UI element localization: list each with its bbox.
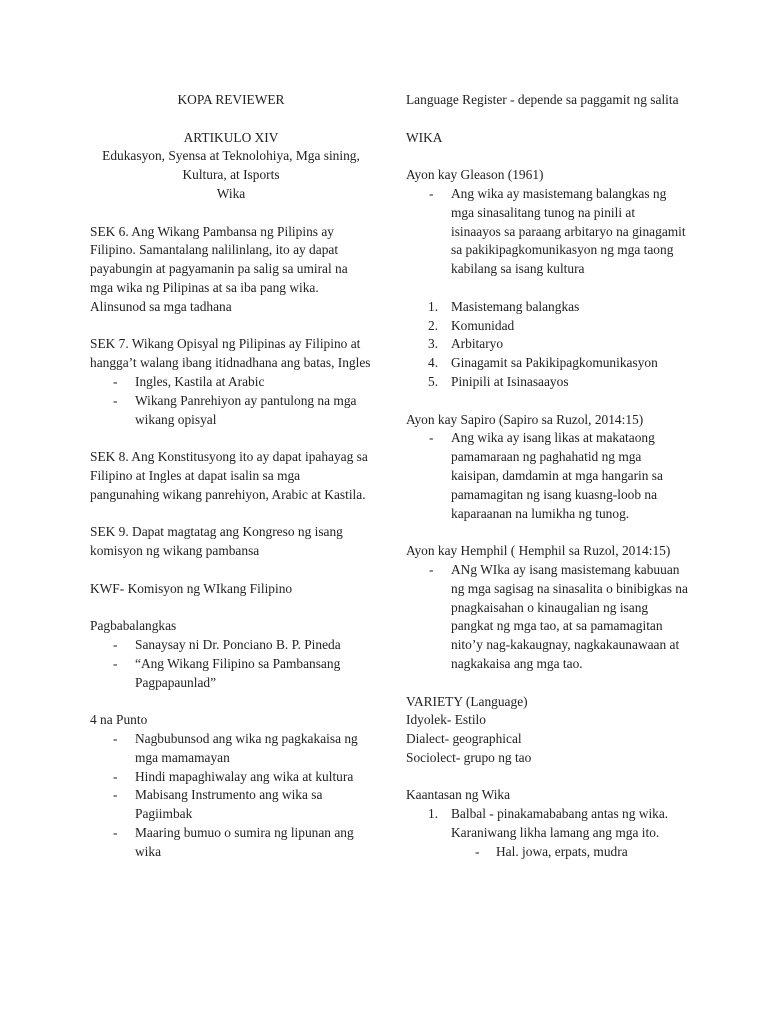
numbered-item: 1. Balbal - pinakamababang antas ng wika. Karaniwang likha lamang ang mga ito. bbox=[428, 806, 669, 841]
list-item: - Hindi mapaghiwalay ang wika at kultura bbox=[113, 768, 354, 784]
document-title: KOPA REVIEWER bbox=[177, 92, 285, 107]
list-item: - “Ang Wikang Filipino sa Pambansang Pagpapaunlad” bbox=[113, 655, 341, 690]
list-item-text: Ingles, Kastila at Arabic bbox=[135, 373, 265, 389]
variety-sociolect: Sociolect- grupo ng tao bbox=[406, 749, 532, 765]
numbered-item: 1. Masistemang balangkas bbox=[428, 298, 580, 314]
list-item: - Mabisang Instrumento ang wika sa Pagiimbak bbox=[113, 787, 323, 822]
numbered-item-text: Balbal - pinakamababang antas ng wika. Karaniwang likha lamang ang mga ito. bbox=[451, 806, 669, 841]
list-item: - Sanaysay ni Dr. Ponciano B. P. Pineda bbox=[113, 637, 341, 653]
artikulo-subtitle-wika: Wika bbox=[216, 185, 246, 201]
numbered-item: 5. Pinipili at Isinasaayos bbox=[428, 373, 569, 389]
variety-idyolek: Idyolek- Estilo bbox=[406, 712, 486, 728]
list-item: - Ingles, Kastila at Arabic bbox=[113, 373, 265, 389]
hemphil-heading: Ayon kay Hemphil ( Hemphil sa Ruzol, 2014:15) bbox=[406, 543, 671, 559]
list-item-text: Mabisang Instrumento ang wika sa Pagiimbak bbox=[135, 787, 323, 822]
list-item: - Nagbubunsod ang wika ng pagkakaisa ng mga mamamayan bbox=[113, 731, 358, 765]
left-column bbox=[90, 91, 372, 862]
list-item-text: Hindi mapaghiwalay ang wika at kultura bbox=[135, 768, 354, 784]
list-item-text: Ang wika ay isang likas at makataong pamamaraan ng paghahatid ng mga kaisipan, damdamin at mga hangarin sa pamamagitan ng isang kuasng-loob na kaparaanan na lumikha ng tunog. bbox=[451, 430, 663, 521]
kaantasan-heading: Kaantasan ng Wika bbox=[406, 787, 511, 803]
list-item: - Wikang Panrehiyon ay pantulong na mga wikang opisyal bbox=[113, 392, 357, 427]
right-column bbox=[406, 91, 688, 862]
kwf-line: KWF- Komisyon ng WIkang Filipino bbox=[90, 580, 293, 596]
artikulo-subtitle: Edukasyon, Syensa at Teknolohiya, Mga sining, Kultura, at Isports bbox=[102, 148, 360, 183]
sek7-paragraph: SEK 7. Wikang Opisyal ng Pilipinas ay Filipino at hangga’t walang ibang itidnadhana ang batas, Ingles bbox=[90, 336, 371, 371]
list-item: - Ang wika ay isang likas at makataong pamamaraan ng paghahatid ng mga kaisipan, damdamin at mga hangarin sa pamamagitan ng isang kuasng-loob na kaparaanan na lumikha ng tunog. bbox=[429, 430, 663, 521]
list-item-text: Ang wika ay masistemang balangkas ng mga sinasalitang tunog na pinili at isinaayos sa paraang arbitaryo na ginagamit sa pakikipagkomunikasyon ng mga taong kabilang sa isang kultura bbox=[451, 185, 686, 277]
list-item: - ANg WIka ay isang masistemang kabuuan ng mga sagisag na sinasalita o binibigkas na pnagkaisahan o kinaugalian ng isang pangkat ng mga tao, at sa pamamagitan nito’y nag-kakaugnay, nagkakaunawaan at nagkakaisa ang mga tao. bbox=[429, 561, 688, 671]
numbered-item-text: Ginagamit sa Pakikipagkomunikasyon bbox=[451, 355, 658, 371]
sub-list-item: - Hal. jowa, erpats, mudra bbox=[475, 843, 628, 859]
sek6-paragraph: SEK 6. Ang Wikang Pambansa ng Pilipins ay Filipino. Samantalang nalilinlang, ito ay dapat payabungin at pagyamanin pa salig sa umiral na mga wika ng Pilipinas at sa iba pang wika. Alinsunod sa mga tadhana bbox=[90, 223, 348, 314]
numbered-item: 4. Ginagamit sa Pakikipagkomunikasyon bbox=[428, 355, 658, 371]
sek9-paragraph: SEK 9. Dapat magtatag ang Kongreso ng isang komisyon ng wikang pambansa bbox=[90, 524, 343, 559]
artikulo-heading: ARTIKULO XIV bbox=[183, 129, 279, 145]
numbered-item: 3. Arbitaryo bbox=[428, 336, 504, 352]
list-item-text: Wikang Panrehiyon ay pantulong na mga wikang opisyal bbox=[135, 392, 357, 427]
numbered-item-text: Pinipili at Isinasaayos bbox=[451, 373, 569, 389]
punto-heading: 4 na Punto bbox=[90, 712, 148, 728]
list-item-text: Maaring bumuo o sumira ng lipunan ang wika bbox=[135, 825, 354, 859]
numbered-item-text: Arbitaryo bbox=[451, 336, 504, 352]
wika-heading: WIKA bbox=[406, 129, 443, 145]
list-item-text: Sanaysay ni Dr. Ponciano B. P. Pineda bbox=[135, 637, 341, 653]
list-item-text: ANg WIka ay isang masistemang kabuuan ng mga sagisag na sinasalita o binibigkas na pnagkaisahan o kinaugalian ng isang pangkat ng mga tao, at sa pamamagitan nito’y nag-kakaugnay, nagkakaunawaan at nagkakaisa ang mga tao. bbox=[451, 561, 688, 671]
list-item-text: “Ang Wikang Filipino sa Pambansang Pagpapaunlad” bbox=[135, 655, 341, 690]
gleason-heading: Ayon kay Gleason (1961) bbox=[406, 167, 544, 183]
variety-heading: VARIETY (Language) bbox=[406, 693, 528, 709]
numbered-item-text: Komunidad bbox=[451, 317, 515, 333]
pagbabalangkas-heading: Pagbabalangkas bbox=[90, 618, 177, 634]
numbered-item: 2. Komunidad bbox=[428, 317, 515, 333]
variety-dialect: Dialect- geographical bbox=[406, 731, 522, 747]
list-item-text: Nagbubunsod ang wika ng pagkakaisa ng mga mamamayan bbox=[135, 731, 358, 765]
numbered-item-text: Masistemang balangkas bbox=[451, 298, 580, 314]
list-item: - Maaring bumuo o sumira ng lipunan ang wika bbox=[113, 825, 354, 859]
list-item: - Ang wika ay masistemang balangkas ng mga sinasalitang tunog na pinili at isinaayos sa paraang arbitaryo na ginagamit sa pakikipagkomunikasyon ng mga taong kabilang sa isang kultura bbox=[429, 185, 686, 277]
sek8-paragraph: SEK 8. Ang Konstitusyong ito ay dapat ipahayag sa Filipino at Ingles at dapat isalin sa mga pangunahing wikang panrehiyon, Arabic at Kastila. bbox=[90, 449, 368, 502]
sapiro-heading: Ayon kay Sapiro (Sapiro sa Ruzol, 2014:15) bbox=[406, 411, 644, 427]
register-line: Language Register - depende sa paggamit ng salita bbox=[406, 92, 679, 107]
sub-list-item-text: Hal. jowa, erpats, mudra bbox=[496, 843, 628, 859]
